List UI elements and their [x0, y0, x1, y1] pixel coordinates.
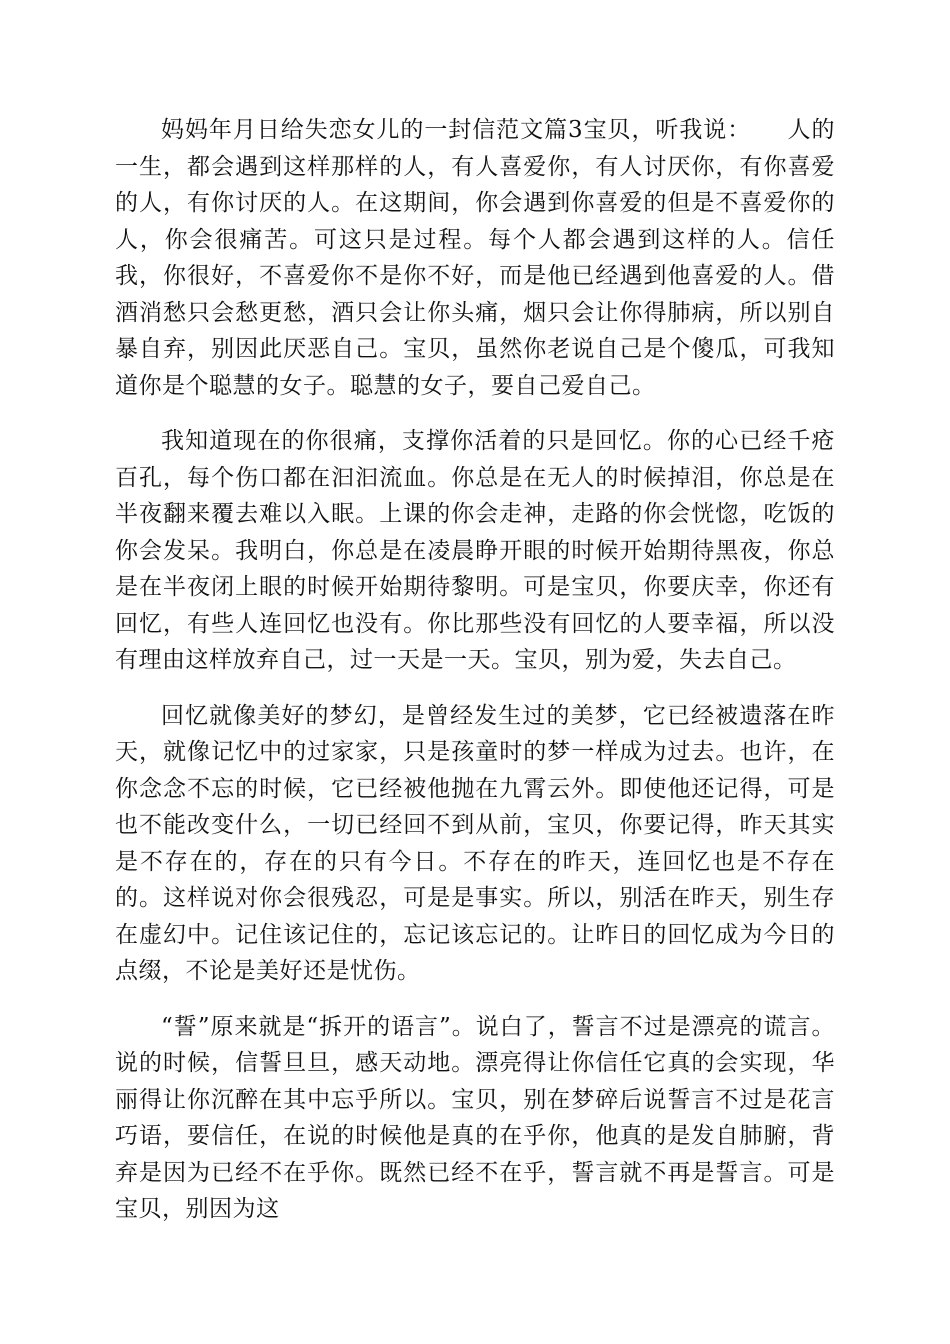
paragraph-3: 回忆就像美好的梦幻，是曾经发生过的美梦，它已经被遗落在昨天，就像记忆中的过家家，只是孩童时的梦一样成为过去。也许，在你念念不忘的时候，它已经被他抛在九霄云外。即使他还记得，可是也不能改变什么，一切已经回不到从前，宝贝，你要记得，昨天其实是不存在的，存在的只有今日。不存在的昨天，连回忆也是不存在的。这样说对你会很残忍，可是是事实。所以，别活在昨天，别生存在虚幻中。记住该记住的，忘记该忘记的。让昨日的回忆成为今日的点缀，不论是美好还是忧伤。	[115, 702, 835, 984]
paragraph-1: 妈妈年月日给失恋女儿的一封信范文篇3宝贝，听我说： 人的一生，都会遇到这样那样的人，有人喜爱你，有人讨厌你，有你喜爱的人，有你讨厌的人。在这期间，你会遇到你喜爱的但是不喜爱你的人，你会很痛苦。可这只是过程。每个人都会遇到这样的人。信任我，你很好，不喜爱你不是你不好，而是他已经遇到他喜爱的人。借酒消愁只会愁更愁，酒只会让你头痛，烟只会让你得肺病，所以别自暴自弃，别因此厌恶自己。宝贝，虽然你老说自己是个傻瓜，可我知道你是个聪慧的女子。聪慧的女子，要自己爱自己。	[115, 117, 835, 399]
paragraph-2: 我知道现在的你很痛，支撑你活着的只是回忆。你的心已经千疮百孔，每个伤口都在汩汩流血。你总是在无人的时候掉泪，你总是在半夜翻来覆去难以入眠。上课的你会走神，走路的你会恍惚，吃饭的你会发呆。我明白，你总是在凌晨睁开眼的时候开始期待黑夜，你总是在半夜闭上眼的时候开始期待黎明。可是宝贝，你要庆幸，你还有回忆，有些人连回忆也没有。你比那些没有回忆的人要幸福，所以没有理由这样放弃自己，过一天是一天。宝贝，别为爱，失去自己。	[115, 428, 835, 673]
paragraph-4: “誓”原来就是“拆开的语言”。说白了，誓言不过是漂亮的谎言。说的时候，信誓旦旦，感天动地。漂亮得让你信任它真的会实现，华丽得让你沉醉在其中忘乎所以。宝贝，别在梦碎后说誓言不过是花言巧语，要信任，在说的时候他是真的在乎你，他真的是发自肺腑，背弃是因为已经不在乎你。既然已经不在乎，誓言就不再是誓言。可是宝贝，别因为这	[115, 1013, 835, 1222]
letter-body	[115, 112, 835, 1247]
